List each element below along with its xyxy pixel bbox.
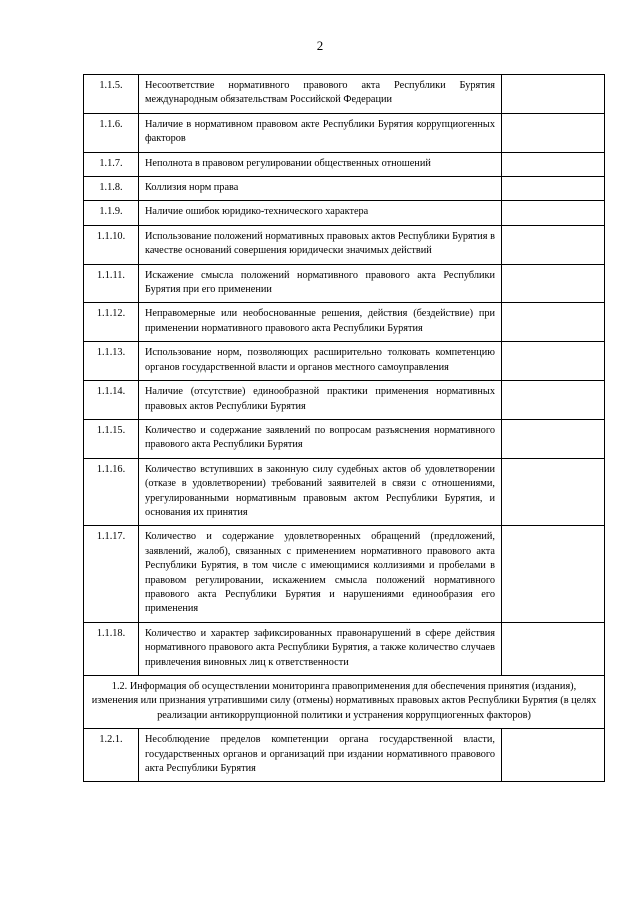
item-number: 1.1.17.: [84, 526, 139, 622]
item-number: 1.1.10.: [84, 225, 139, 264]
empty-cell: [502, 381, 605, 420]
empty-cell: [502, 152, 605, 176]
table-row: [84, 526, 605, 622]
item-description: Наличие в нормативном правовом акте Республики Бурятия коррупциогенных факторов: [139, 113, 502, 152]
table-row: [84, 225, 605, 264]
empty-cell: [502, 458, 605, 526]
item-description: Наличие (отсутствие) единообразной практики применения нормативных правовых актов Республики Бурятия: [139, 381, 502, 420]
item-description: Коллизия норм права: [139, 177, 502, 201]
item-description: Использование норм, позволяющих расширительно толковать компетенцию органов государственной власти и органов местного самоуправления: [139, 342, 502, 381]
empty-cell: [502, 526, 605, 622]
table-row: [84, 75, 605, 114]
item-number: 1.1.13.: [84, 342, 139, 381]
page-number: 2: [316, 38, 324, 53]
item-description: Неправомерные или необоснованные решения, действия (бездействие) при применении нормативного правового акта Республики Бурятия: [139, 303, 502, 342]
section-heading: 1.2. Информация об осуществлении мониторинга правоприменения для обеспечения принятия (издания), изменения или признания утратившими силу (отмены) нормативных правовых актов Республики Бурятия (в целях реализации антикоррупционной политики и устранения коррупциогенных факторов): [84, 676, 605, 729]
table-row: [84, 152, 605, 176]
item-description: Искажение смысла положений нормативного правового акта Республики Бурятия при его применении: [139, 264, 502, 303]
empty-cell: [502, 729, 605, 782]
item-number: 1.1.6.: [84, 113, 139, 152]
item-description: Использование положений нормативных правовых актов Республики Бурятия в качестве оснований совершения юридически значимых действий: [139, 225, 502, 264]
section-row: [84, 676, 605, 729]
item-description: Наличие ошибок юридико-технического характера: [139, 201, 502, 225]
empty-cell: [502, 177, 605, 201]
empty-cell: [502, 303, 605, 342]
item-description: Неполнота в правовом регулировании общественных отношений: [139, 152, 502, 176]
empty-cell: [502, 342, 605, 381]
item-number: 1.1.16.: [84, 458, 139, 526]
item-number: 1.1.9.: [84, 201, 139, 225]
empty-cell: [502, 225, 605, 264]
table-row: [84, 381, 605, 420]
item-description: Количество и характер зафиксированных правонарушений в сфере действия нормативного правового акта Республики Бурятия, а также количество случаев привлечения виновных лиц к ответственности: [139, 622, 502, 675]
item-number: 1.1.14.: [84, 381, 139, 420]
empty-cell: [502, 113, 605, 152]
table-row: [84, 177, 605, 201]
item-description: Количество и содержание удовлетворенных обращений (предложений, заявлений, жалоб), связанных с применением нормативного правового акта Республики Бурятия, в том числе с имеющимися коллизиями и пробелами в правовом регулировании, искажением смысла положений нормативного правового акта Республики Бурятия и нарушениями единообразия его применения: [139, 526, 502, 622]
monitoring-criteria-table: [83, 74, 605, 782]
table-row: [84, 419, 605, 458]
item-description: Количество и содержание заявлений по вопросам разъяснения нормативного правового акта Республики Бурятия: [139, 419, 502, 458]
table-row: [84, 303, 605, 342]
table-row: [84, 622, 605, 675]
table-row: [84, 264, 605, 303]
empty-cell: [502, 75, 605, 114]
empty-cell: [502, 622, 605, 675]
item-description: Количество вступивших в законную силу судебных актов об удовлетворении (отказе в удовлетворении) требований заявителей в связи с отношениями, урегулированными нормативным правовым актом Республики Бурятия, и основания их принятия: [139, 458, 502, 526]
table-body: [84, 75, 605, 782]
item-number: 1.1.8.: [84, 177, 139, 201]
item-number: 1.1.7.: [84, 152, 139, 176]
item-number: 1.1.12.: [84, 303, 139, 342]
item-number: 1.1.11.: [84, 264, 139, 303]
item-description: Несоответствие нормативного правового акта Республики Бурятия международным обязательствам Российской Федерации: [139, 75, 502, 114]
item-number: 1.2.1.: [84, 729, 139, 782]
empty-cell: [502, 264, 605, 303]
table-row: [84, 458, 605, 526]
item-number: 1.1.5.: [84, 75, 139, 114]
empty-cell: [502, 419, 605, 458]
item-description: Несоблюдение пределов компетенции органа государственной власти, государственных органов и организаций при издании нормативного правового акта Республики Бурятия: [139, 729, 502, 782]
table-row: [84, 201, 605, 225]
table-row: [84, 342, 605, 381]
empty-cell: [502, 201, 605, 225]
table-row: [84, 729, 605, 782]
item-number: 1.1.15.: [84, 419, 139, 458]
table-row: [84, 113, 605, 152]
item-number: 1.1.18.: [84, 622, 139, 675]
